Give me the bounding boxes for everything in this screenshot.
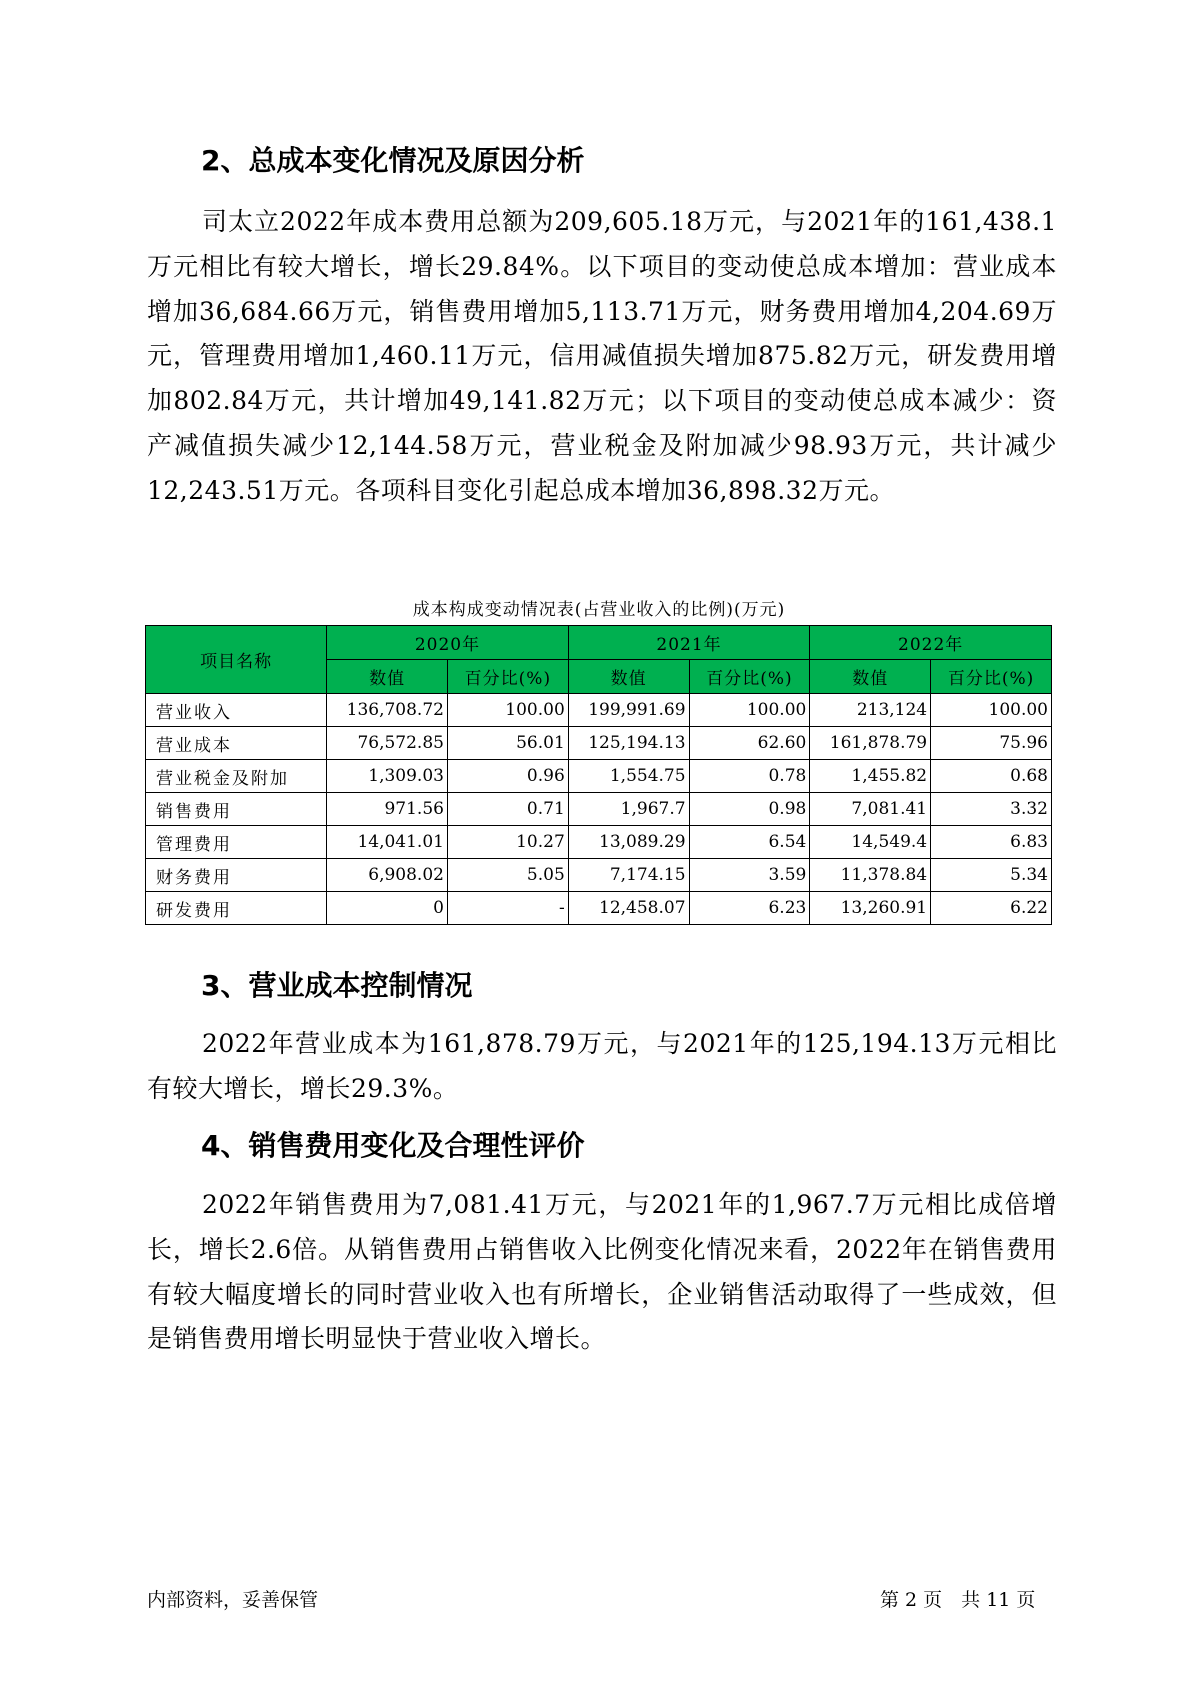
- footer-confidential-note: 内部资料，妥善保管: [147, 1589, 319, 1611]
- cell-percent: 0.78: [689, 760, 810, 793]
- cell-percent: 6.83: [931, 826, 1052, 859]
- header-item-name: 项目名称: [146, 626, 327, 694]
- cell-value: 1,554.75: [568, 760, 689, 793]
- header-value: 数值: [810, 660, 931, 694]
- cell-percent: 100.00: [447, 694, 568, 727]
- cell-percent: 0.68: [931, 760, 1052, 793]
- cell-percent: 75.96: [931, 727, 1052, 760]
- cell-percent: 56.01: [447, 727, 568, 760]
- table-header-row-years: [146, 626, 1052, 660]
- section-2-paragraph: 司太立2022年成本费用总额为209,605.18万元，与2021年的161,438.1万元相比有较大增长，增长29.84%。以下项目的变动使总成本增加：营业成本增加36,684.66万元，销售费用增加5,113.71万元，财务费用增加4,204.69万元，管理费用增加1,460.11万元，信用减值损失增加875.82万元，研发费用增加802.84万元，共计增加49,141.82万元；以下项目的变动使总成本减少：资产减值损失减少12,144.58万元，营业税金及附加减少98.93万元，共计减少12,243.51万元。各项科目变化引起总成本增加36,898.32万元。: [147, 207, 1057, 505]
- cell-percent: 10.27: [447, 826, 568, 859]
- cell-percent: 6.23: [689, 892, 810, 925]
- cell-value: 14,041.01: [327, 826, 448, 859]
- cell-value: 12,458.07: [568, 892, 689, 925]
- cell-value: 6,908.02: [327, 859, 448, 892]
- cell-percent: -: [447, 892, 568, 925]
- cell-percent: 3.59: [689, 859, 810, 892]
- cell-value: 7,081.41: [810, 793, 931, 826]
- cell-percent: 5.34: [931, 859, 1052, 892]
- section-4-paragraph: 2022年销售费用为7,081.41万元，与2021年的1,967.7万元相比成倍增长，增长2.6倍。从销售费用占销售收入比例变化情况来看，2022年在销售费用有较大幅度增长的同时营业收入也有所增长，企业销售活动取得了一些成效，但是销售费用增长明显快于营业收入增长。: [147, 1190, 1057, 1354]
- row-label: 营业收入: [146, 694, 327, 727]
- row-label: 管理费用: [146, 826, 327, 859]
- cell-value: 125,194.13: [568, 727, 689, 760]
- header-percent: 百分比(%): [447, 660, 568, 694]
- cell-value: 7,174.15: [568, 859, 689, 892]
- cell-value: 76,572.85: [327, 727, 448, 760]
- cell-value: 971.56: [327, 793, 448, 826]
- cell-value: 136,708.72: [327, 694, 448, 727]
- table-row: [146, 892, 1052, 925]
- table-row: [146, 694, 1052, 727]
- cell-value: 14,549.4: [810, 826, 931, 859]
- table-row: [146, 859, 1052, 892]
- header-year-2020: 2020年: [327, 626, 569, 660]
- cell-percent: 5.05: [447, 859, 568, 892]
- cell-value: 1,309.03: [327, 760, 448, 793]
- cell-percent: 6.54: [689, 826, 810, 859]
- header-year-2022: 2022年: [810, 626, 1052, 660]
- header-year-2021: 2021年: [568, 626, 810, 660]
- cell-percent: 0.96: [447, 760, 568, 793]
- cell-value: 0: [327, 892, 448, 925]
- header-percent: 百分比(%): [689, 660, 810, 694]
- cell-value: 213,124: [810, 694, 931, 727]
- cell-percent: 0.98: [689, 793, 810, 826]
- cell-percent: 100.00: [689, 694, 810, 727]
- row-label: 财务费用: [146, 859, 327, 892]
- row-label: 研发费用: [146, 892, 327, 925]
- section-2-heading: 2、总成本变化情况及原因分析: [201, 144, 585, 177]
- cell-value: 1,455.82: [810, 760, 931, 793]
- footer-page-number: 第 2 页 共 11 页: [880, 1589, 1036, 1611]
- header-value: 数值: [327, 660, 448, 694]
- cell-value: 1,967.7: [568, 793, 689, 826]
- cell-value: 161,878.79: [810, 727, 931, 760]
- section-4-heading: 4、销售费用变化及合理性评价: [201, 1129, 585, 1162]
- row-label: 销售费用: [146, 793, 327, 826]
- cell-percent: 100.00: [931, 694, 1052, 727]
- header-value: 数值: [568, 660, 689, 694]
- cell-percent: 6.22: [931, 892, 1052, 925]
- table-row: [146, 727, 1052, 760]
- cell-percent: 3.32: [931, 793, 1052, 826]
- cell-value: 13,260.91: [810, 892, 931, 925]
- cell-value: 199,991.69: [568, 694, 689, 727]
- row-label: 营业税金及附加: [146, 760, 327, 793]
- table-row: [146, 793, 1052, 826]
- cell-percent: 0.71: [447, 793, 568, 826]
- cell-percent: 62.60: [689, 727, 810, 760]
- section-3-heading: 3、营业成本控制情况: [201, 969, 473, 1002]
- section-3-paragraph: 2022年营业成本为161,878.79万元，与2021年的125,194.13万元相比有较大增长，增长29.3%。: [147, 1029, 1057, 1103]
- table-caption: 成本构成变动情况表(占营业收入的比例)(万元): [412, 600, 786, 620]
- table-row: [146, 760, 1052, 793]
- cell-value: 13,089.29: [568, 826, 689, 859]
- header-percent: 百分比(%): [931, 660, 1052, 694]
- cell-value: 11,378.84: [810, 859, 931, 892]
- row-label: 营业成本: [146, 727, 327, 760]
- cost-structure-table: [145, 625, 1052, 925]
- table-body: [146, 694, 1052, 925]
- table-row: [146, 826, 1052, 859]
